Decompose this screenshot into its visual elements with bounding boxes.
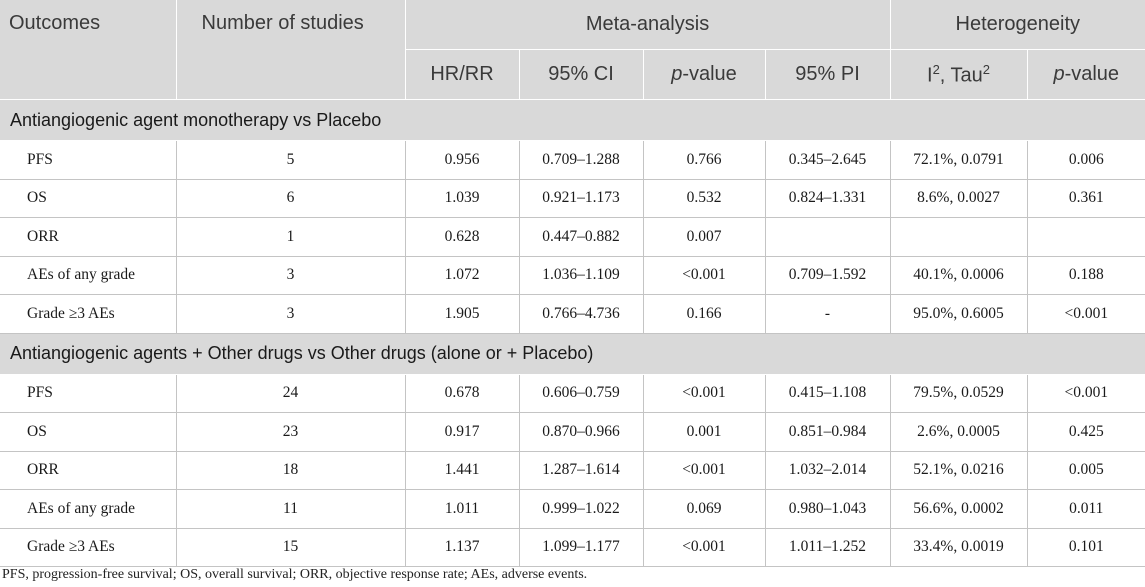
cell-i2: 52.1%, 0.0216 (890, 451, 1027, 490)
cell-hr: 1.441 (405, 451, 519, 490)
cell-p: 0.532 (643, 179, 765, 218)
cell-ci: 0.447–0.882 (519, 218, 643, 257)
cell-p: 0.001 (643, 413, 765, 452)
cell-n: 15 (176, 528, 405, 567)
table-body (0, 100, 1145, 567)
header-ci: 95% CI (519, 50, 643, 100)
cell-hr: 0.917 (405, 413, 519, 452)
cell-i2: 2.6%, 0.0005 (890, 413, 1027, 452)
cell-n: 18 (176, 451, 405, 490)
cell-het-p: <0.001 (1027, 295, 1145, 334)
cell-pi: 0.824–1.331 (765, 179, 890, 218)
header-i2-tau: , Tau (939, 64, 983, 87)
group-row (0, 333, 1145, 374)
table-row (0, 490, 1145, 529)
cell-n: 6 (176, 179, 405, 218)
cell-ci: 0.921–1.173 (519, 179, 643, 218)
cell-het-p (1027, 218, 1145, 257)
cell-hr: 1.905 (405, 295, 519, 334)
cell-n: 3 (176, 256, 405, 295)
cell-p: 0.069 (643, 490, 765, 529)
cell-ci: 0.606–0.759 (519, 374, 643, 413)
cell-het-p: 0.188 (1027, 256, 1145, 295)
cell-i2 (890, 218, 1027, 257)
cell-n: 1 (176, 218, 405, 257)
cell-hr: 0.628 (405, 218, 519, 257)
cell-ci: 1.287–1.614 (519, 451, 643, 490)
cell-i2: 40.1%, 0.0006 (890, 256, 1027, 295)
table-row (0, 451, 1145, 490)
cell-pi: 0.415–1.108 (765, 374, 890, 413)
table-row (0, 295, 1145, 334)
table-row (0, 218, 1145, 257)
cell-n: 3 (176, 295, 405, 334)
group-title: Antiangiogenic agents + Other drugs vs Other drugs (alone or + Placebo) (0, 333, 1145, 374)
cell-pi: 1.032–2.014 (765, 451, 890, 490)
cell-n: 11 (176, 490, 405, 529)
header-i2-i: I (927, 64, 933, 87)
cell-hr: 0.678 (405, 374, 519, 413)
cell-het-p: 0.006 (1027, 141, 1145, 180)
header-tau-sup: 2 (982, 61, 991, 77)
cell-outcome: PFS (0, 374, 176, 413)
cell-i2: 33.4%, 0.0019 (890, 528, 1027, 567)
cell-pi: 0.345–2.645 (765, 141, 890, 180)
cell-p: 0.766 (643, 141, 765, 180)
header-outcomes: Outcomes (0, 0, 176, 100)
cell-hr: 1.039 (405, 179, 519, 218)
cell-p: <0.001 (643, 451, 765, 490)
cell-outcome: Grade ≥3 AEs (0, 528, 176, 567)
cell-het-p: 0.011 (1027, 490, 1145, 529)
table-row (0, 179, 1145, 218)
cell-hr: 0.956 (405, 141, 519, 180)
cell-outcome: Grade ≥3 AEs (0, 295, 176, 334)
cell-n: 23 (176, 413, 405, 452)
cell-n: 24 (176, 374, 405, 413)
cell-outcome: ORR (0, 451, 176, 490)
cell-p: <0.001 (643, 256, 765, 295)
cell-p: <0.001 (643, 374, 765, 413)
cell-ci: 0.709–1.288 (519, 141, 643, 180)
cell-ci: 0.766–4.736 (519, 295, 643, 334)
cell-ci: 1.036–1.109 (519, 256, 643, 295)
cell-outcome: OS (0, 413, 176, 452)
cell-pi: 0.980–1.043 (765, 490, 890, 529)
cell-ci: 1.099–1.177 (519, 528, 643, 567)
table-row (0, 141, 1145, 180)
header-p-suffix: -value (682, 63, 737, 85)
header-i2-tau2 (890, 50, 1027, 100)
group-row (0, 100, 1145, 141)
header-het-p-italic: p (1053, 63, 1065, 85)
table-row (0, 528, 1145, 567)
cell-i2: 95.0%, 0.6005 (890, 295, 1027, 334)
header-p-value (643, 50, 765, 100)
header-hr-rr: HR/RR (405, 50, 519, 100)
header-pi: 95% PI (765, 50, 890, 100)
table-header (0, 0, 1145, 100)
table-row (0, 413, 1145, 452)
cell-hr: 1.011 (405, 490, 519, 529)
group-title: Antiangiogenic agent monotherapy vs Placebo (0, 100, 1145, 141)
cell-p: <0.001 (643, 528, 765, 567)
cell-outcome: ORR (0, 218, 176, 257)
cell-p: 0.007 (643, 218, 765, 257)
cell-outcome: OS (0, 179, 176, 218)
table-row (0, 256, 1145, 295)
cell-het-p: 0.005 (1027, 451, 1145, 490)
cell-hr: 1.137 (405, 528, 519, 567)
cell-pi (765, 218, 890, 257)
cell-i2: 72.1%, 0.0791 (890, 141, 1027, 180)
table-footnote: PFS, progression-free survival; OS, overall survival; ORR, objective response rate; AEs, adverse events. (2, 567, 588, 582)
cell-i2: 56.6%, 0.0002 (890, 490, 1027, 529)
header-heterogeneity: Heterogeneity (890, 0, 1145, 50)
header-i2-sup: 2 (932, 61, 940, 77)
cell-het-p: 0.361 (1027, 179, 1145, 218)
cell-p: 0.166 (643, 295, 765, 334)
cell-pi: 0.851–0.984 (765, 413, 890, 452)
header-het-p-value (1027, 50, 1145, 100)
header-meta-analysis: Meta-analysis (405, 0, 890, 50)
cell-i2: 8.6%, 0.0027 (890, 179, 1027, 218)
cell-n: 5 (176, 141, 405, 180)
cell-ci: 0.870–0.966 (519, 413, 643, 452)
cell-het-p: 0.425 (1027, 413, 1145, 452)
cell-pi: 1.011–1.252 (765, 528, 890, 567)
cell-outcome: PFS (0, 141, 176, 180)
cell-pi: 0.709–1.592 (765, 256, 890, 295)
cell-outcome: AEs of any grade (0, 256, 176, 295)
cell-het-p: 0.101 (1027, 528, 1145, 567)
cell-pi: - (765, 295, 890, 334)
cell-ci: 0.999–1.022 (519, 490, 643, 529)
header-p-italic: p (671, 63, 683, 85)
cell-outcome: AEs of any grade (0, 490, 176, 529)
table-row (0, 374, 1145, 413)
cell-i2: 79.5%, 0.0529 (890, 374, 1027, 413)
header-number-of-studies: Number of studies (176, 0, 405, 100)
header-het-p-suffix: -value (1064, 63, 1120, 85)
cell-hr: 1.072 (405, 256, 519, 295)
cell-het-p: <0.001 (1027, 374, 1145, 413)
